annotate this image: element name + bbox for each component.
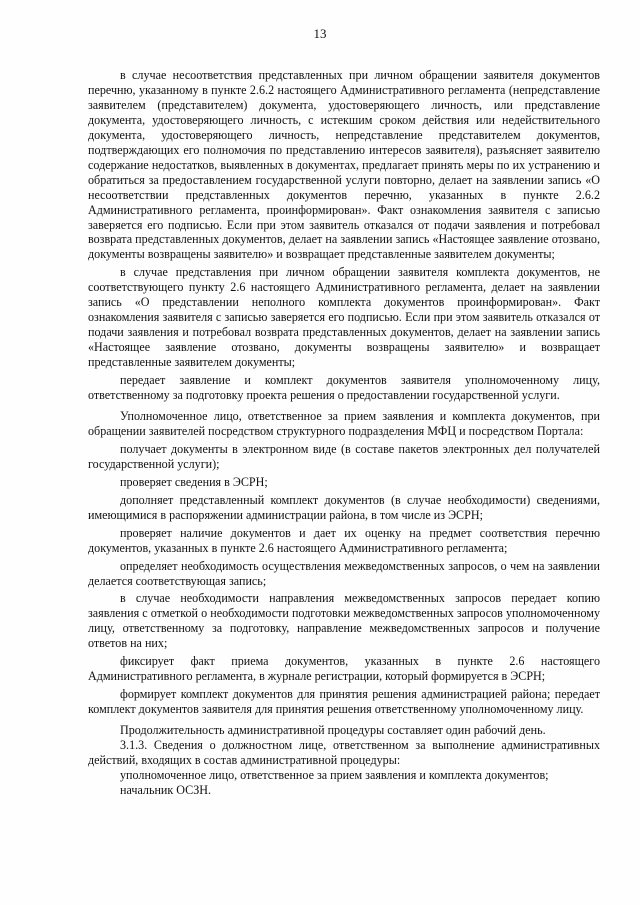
section-heading: 3.1.3. Сведения о должностном лице, ответственном за выполнение административных действий, входящих в состав административной процедуры: <box>88 738 600 767</box>
paragraph: Продолжительность административной процедуры составляет один рабочий день. <box>120 723 546 738</box>
paragraph: в случае представления при личном обращении заявителя комплекта документов, не соответствующего пункту 2.6 настоящего Административного регламента, делает на заявлении запись «О представлении неполного комплекта документов проинформирован». Факт ознакомления заявителя с записью заверяется его подписью. Если при этом заявитель отказался от подачи заявления и потребовал возврата представленных документов, делает на заявлении запись «Настоящее заявление отозвано, документы возвращены заявителю» и возвращает представленные заявителем документы; <box>88 265 600 370</box>
paragraph: уполномоченное лицо, ответственное за прием заявления и комплекта документов; <box>120 767 549 782</box>
paragraph: в случае необходимости направления межведомственных запросов передает копию заявления с отметкой о необходимости подготовки межведомственных запросов уполномоченному лицу, ответственному за подготовку, направление межведомственных запросов и получение ответов на них; <box>88 591 600 651</box>
paragraph: определяет необходимость осуществления межведомственных запросов, о чем на заявлении делается соответствующая запись; <box>88 558 600 588</box>
paragraph: дополняет представленный комплект документов (в случае необходимости) сведениями, имеющимися в распоряжении администрации района, в том числе из ЭСРН; <box>88 492 600 522</box>
paragraph: в случае несоответствия представленных при личном обращении заявителя документов перечню, указанному в пункте 2.6.2 настоящего Административного регламента (непредставление заявителем (представителем) документа, удостоверяющего личность, или представление документа, удостоверяющего личность, с истекшим сроком действия или недействительного документа, удостоверяющего личность, непредставление представителем документов, подтверждающих его полномочия по представлению интересов заявителя), разъясняет заявителю содержание недостатков, выявленных в документах, предлагает принять меры по их устранению и обратиться за предоставлением государственной услуги повторно, делает на заявлении запись «О несоответствии представленных документов перечню, указанных в пункте 2.6.2 Административного регламента, проинформирован». Факт ознакомления заявителя с записью заверяется его подписью. Если при этом заявитель отказался от подачи заявления и потребовал возврата представленных документов, делает на заявлении запись «Настоящее заявление отозвано, документы возвращены заявителю» и возвращает представленные заявителем документы; <box>88 68 600 262</box>
paragraph: Уполномоченное лицо, ответственное за прием заявления и комплекта документов, при обращении заявителей посредством структурного подразделения МФЦ и посредством Портала: <box>88 408 600 438</box>
paragraph: формирует комплект документов для принятия решения администрацией района; передает комплект документов заявителя для принятия решения ответственному уполномоченному лицу. <box>88 687 600 717</box>
page-number: 13 <box>313 26 327 41</box>
paragraph: передает заявление и комплект документов заявителя уполномоченному лицу, ответственному за подготовку проекта решения о предоставлении государственной услуги. <box>88 373 600 403</box>
paragraph: проверяет сведения в ЭСРН; <box>120 474 268 489</box>
paragraph: фиксирует факт приема документов, указанных в пункте 2.6 настоящего Административного регламента, в журнале регистрации, который формируется в ЭСРН; <box>88 654 600 684</box>
document-body <box>88 68 600 798</box>
paragraph: получает документы в электронном виде (в составе пакетов электронных дел получателей государственной услуги); <box>88 441 600 471</box>
paragraph: начальник ОСЗН. <box>120 782 212 797</box>
paragraph: проверяет наличие документов и дает их оценку на предмет соответствия перечню документов, указанных в пункте 2.6 настоящего Административного регламента; <box>88 525 600 555</box>
